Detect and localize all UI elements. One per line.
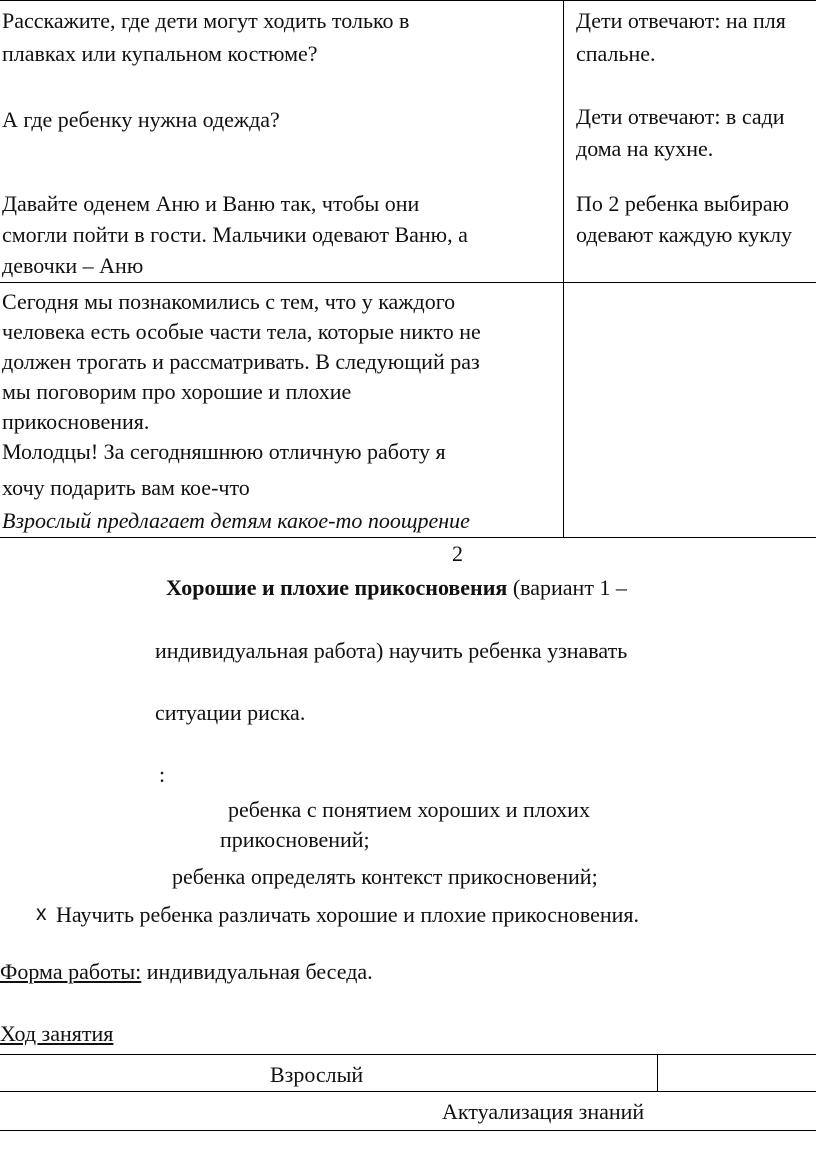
- section-goal-line-3: ситуации риска.: [155, 700, 306, 725]
- section-title-rest: (вариант 1 –: [507, 575, 627, 600]
- row1-right-line-4: дома на кухне.: [576, 136, 714, 161]
- row2-left-line-7: хочу подарить вам кое-что: [2, 475, 250, 500]
- top-table-col-divider: [563, 0, 564, 538]
- row2-left-line-4: мы поговорим про хорошие и плохие: [2, 379, 352, 404]
- row2-left-line-6: Молодцы! За сегодняшнюю отличную работу я: [2, 439, 446, 464]
- form-value: индивидуальная беседа.: [141, 959, 373, 984]
- bullet-x-icon: x: [36, 902, 47, 925]
- bottom-table-col-divider: [657, 1054, 658, 1091]
- task-1-line-a: ребенка с понятием хороших и плохих: [228, 797, 590, 822]
- top-table-row-divider: [0, 282, 816, 283]
- row2-left-line-2: человека есть особые части тела, которые никто не: [2, 319, 481, 344]
- bottom-table-row2-bottom: [0, 1130, 816, 1131]
- form-of-work: [0, 959, 373, 985]
- row2-left-line-5: прикосновения.: [2, 409, 150, 434]
- row2-left-line-1: Сегодня мы познакомились с тем, что у каждого: [2, 289, 456, 314]
- row1-right-line-3: Дети отвечают: в сади: [576, 104, 785, 129]
- task-2: ребенка определять контекст прикосновений;: [172, 864, 598, 889]
- row1-left-line-3: А где ребенку нужна одежда?: [2, 107, 280, 132]
- header-adult: Взрослый: [270, 1062, 364, 1087]
- row1-left-line-6: девочки – Аню: [2, 253, 144, 278]
- task-1-line-b: прикосновений;: [220, 827, 370, 852]
- section-colon: :: [159, 762, 166, 787]
- top-table-border-top: [0, 0, 816, 1]
- row1-left-line-5: смогли пойти в гости. Мальчики одевают Ваню, а: [2, 222, 468, 247]
- section-goal-line-2: индивидуальная работа) научить ребенка узнавать: [155, 638, 628, 663]
- row1-right-line-6: одевают каждую куклу: [576, 222, 792, 247]
- row1-right-line-1: Дети отвечают: на пля: [576, 8, 786, 33]
- row1-right-line-2: спальне.: [576, 41, 656, 66]
- row1-left-line-4: Давайте оденем Аню и Ваню так, чтобы они: [2, 191, 420, 216]
- row1-right-line-5: По 2 ребенка выбираю: [576, 191, 790, 216]
- bottom-table-row-divider: [0, 1091, 816, 1092]
- section-title-bold: Хорошие и плохие прикосновения: [166, 575, 508, 600]
- section-title: [166, 575, 627, 601]
- row2-italic-note: Взрослый предлагает детям какое-то поощрение: [2, 508, 470, 533]
- bottom-table-border-top: [0, 1054, 816, 1055]
- row-title-knowledge: Актуализация знаний: [442, 1099, 645, 1124]
- course-label: Ход занятия: [0, 1021, 114, 1046]
- row1-left-line-1: Расскажите, где дети могут ходить только в: [2, 8, 410, 33]
- task-3: Научить ребенка различать хорошие и плохие прикосновения.: [56, 902, 640, 927]
- top-table-border-bottom: [0, 537, 816, 538]
- page-number: 2: [452, 541, 463, 566]
- row1-left-line-2: плавках или купальном костюме?: [2, 41, 318, 66]
- form-label: Форма работы:: [0, 959, 142, 984]
- row2-left-line-3: должен трогать и рассматривать. В следующий раз: [2, 349, 480, 374]
